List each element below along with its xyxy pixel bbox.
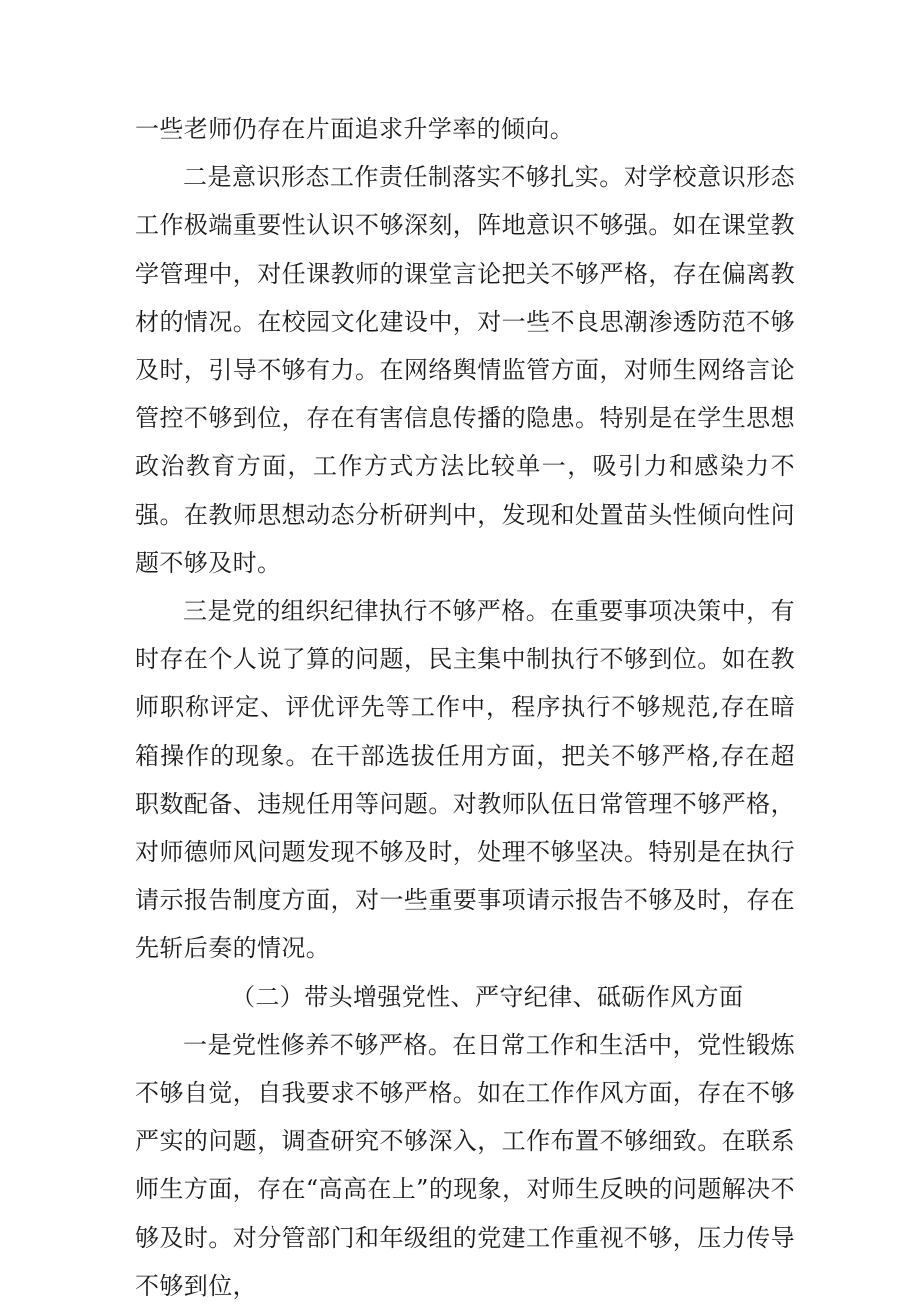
section-heading: （二）带头增强党性、严守纪律、砥砺作风方面 bbox=[231, 982, 744, 1011]
paragraph-ideology-responsibility: 二是意识形态工作责任制落实不够扎实。对学校意识形态工作极端重要性认识不够深刻，阵地意识不够强。如在课堂教学管理中，对任课教师的课堂言论把关不够严格，存在偏离教材的情况。在校园文化建设中，对一些不良思潮渗透防范不够及时，引导不够有力。在网络舆情监管方面，对师生网络言论管控不够到位，存在有害信息传播的隐患。特别是在学生思想政治教育方面，工作方式方法比较单一，吸引力和感染力不强。在教师思想动态分析研判中，发现和处置苗头性倾向性问题不够及时。 bbox=[135, 163, 795, 577]
paragraph-continuation: 一些老师仍存在片面追求升学率的倾向。 bbox=[135, 115, 575, 143]
paragraph-organizational-discipline: 三是党的组织纪律执行不够严格。在重要事项决策中，有时存在个人说了算的问题，民主集中制执行不够到位。如在教师职称评定、评优评先等工作中，程序执行不够规范,存在暗箱操作的现象。在干部选拔任用方面，把关不够严格,存在超职数配备、违规任用等问题。对教师队伍日常管理不够严格，对师德师风问题发现不够及时，处理不够坚决。特别是在执行请示报告制度方面，对一些重要事项请示报告不够及时，存在先斩后奏的情况。 bbox=[135, 597, 795, 963]
document-body bbox=[135, 105, 795, 1310]
paragraph-party-cultivation: 一是党性修养不够严格。在日常工作和生活中，党性锻炼不够自觉，自我要求不够严格。如在工作作风方面，存在不够严实的问题，调查研究不够深入，工作布置不够细致。在联系师生方面，存在“高高在上”的现象，对师生反映的问题解决不够及时。对分管部门和年级组的党建工作重视不够，压力传导不够到位， bbox=[135, 1030, 795, 1300]
